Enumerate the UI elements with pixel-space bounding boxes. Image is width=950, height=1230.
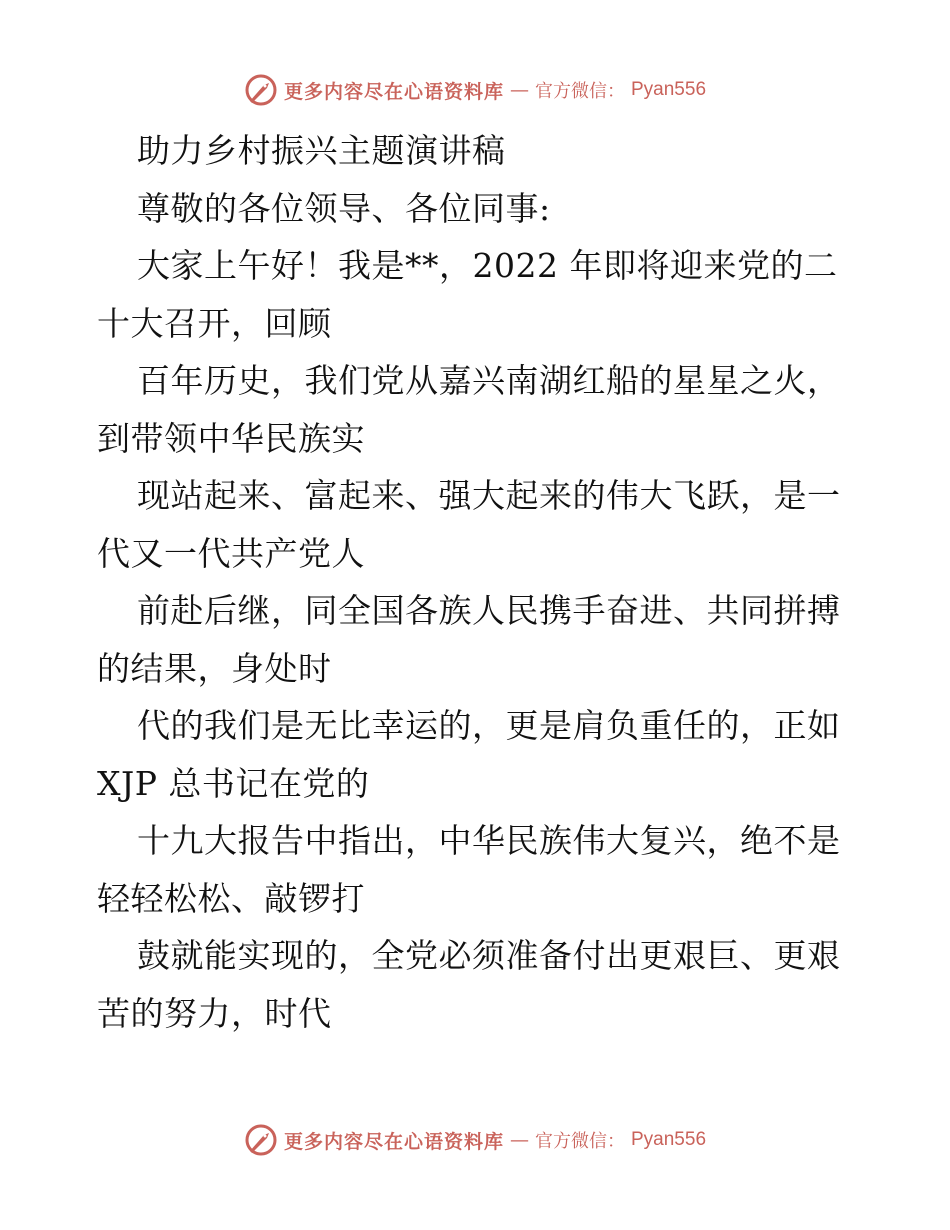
watermark-wechat-id: Pyan556 [631,79,707,100]
paragraph-line: XJP 总书记在党的 [97,763,370,803]
salutation: 尊敬的各位领导、各位同事: [137,188,551,228]
watermark-wechat-id: Pyan556 [631,1129,707,1150]
pen-nib-logo-icon [244,73,278,107]
watermark-subtitle: 官方微信： [535,81,625,102]
paragraph-line: 的结果，身处时 [97,648,332,688]
document-body [97,122,857,1042]
paragraph-line: 轻轻松松、敲锣打 [97,878,365,918]
paragraph-line: 到带领中华民族实 [97,418,365,458]
paragraph-line: 大家上午好！我是**，2022 年即将迎来党的二 [137,246,838,285]
paragraph-line: 代的我们是无比幸运的，更是肩负重任的，正如 [137,706,841,745]
paragraph-line: 代又一代共产党人 [97,533,365,573]
watermark-dash: — [510,1129,529,1151]
watermark-brand: 更多内容尽在心语资料库 [283,1130,504,1153]
paragraph-line: 百年历史，我们党从嘉兴南湖红船的星星之火， [137,361,841,400]
watermark-subtitle: 官方微信： [535,1131,625,1152]
paragraph-line: 苦的努力，时代 [97,993,332,1033]
paragraph-line: 鼓就能实现的，全党必须准备付出更艰巨、更艰 [137,936,841,975]
document-title: 助力乡村振兴主题演讲稿 [137,131,506,170]
paragraph-line: 现站起来、富起来、强大起来的伟大飞跃，是一 [137,476,841,515]
paragraph-line: 十大召开，回顾 [97,303,332,343]
watermark-dash: — [510,79,529,101]
paragraph-line: 前赴后继，同全国各族人民携手奋进、共同拼搏 [137,591,841,630]
header-watermark [0,70,950,110]
footer-watermark [0,1120,950,1160]
paragraph-line: 十九大报告中指出，中华民族伟大复兴，绝不是 [137,821,841,860]
pen-nib-logo-icon [244,1123,278,1157]
watermark-brand: 更多内容尽在心语资料库 [283,80,504,103]
